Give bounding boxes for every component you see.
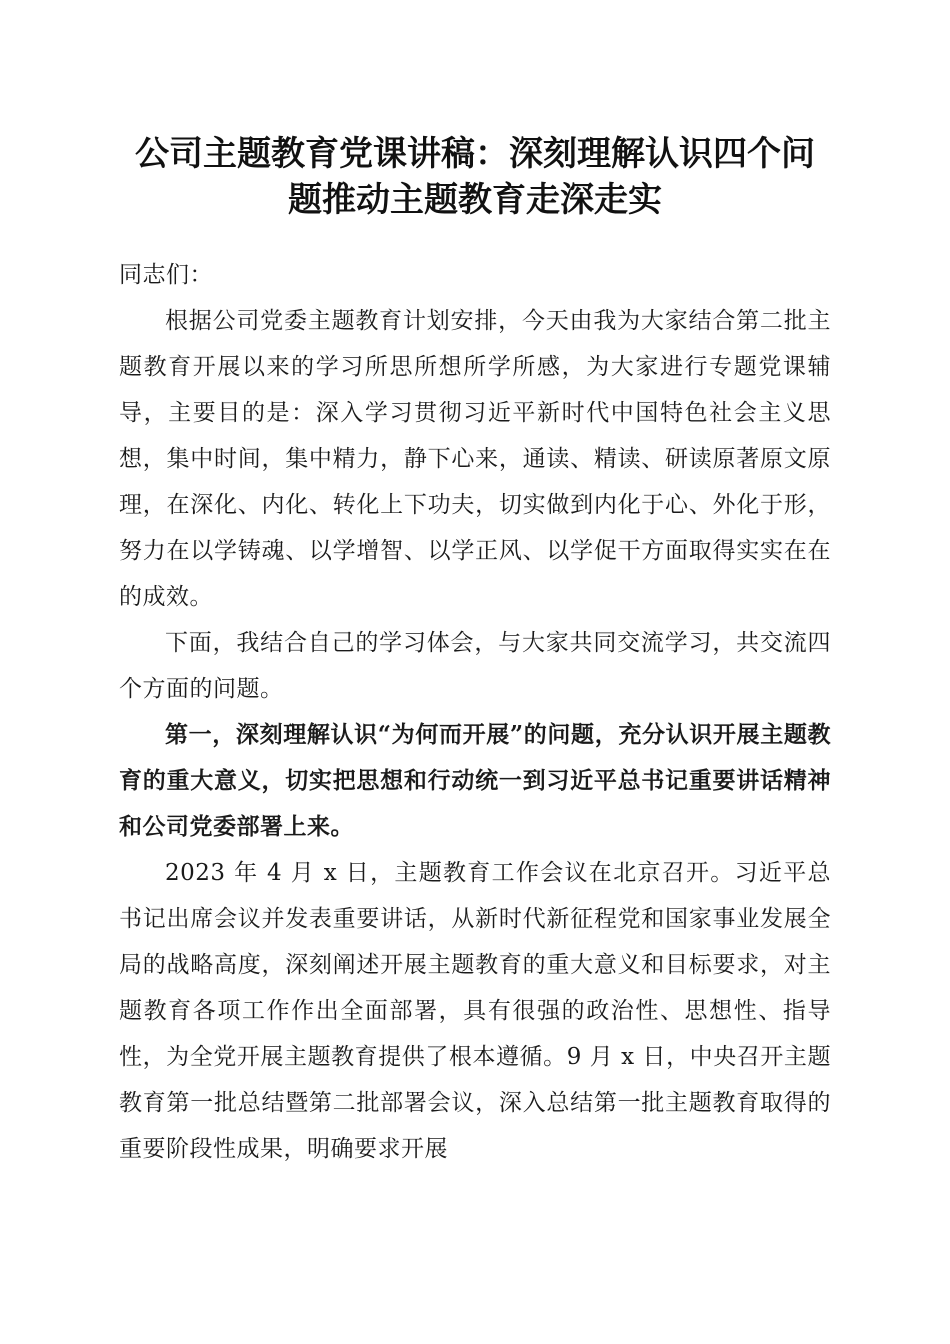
document-body — [119, 252, 831, 1172]
document-title — [100, 131, 850, 223]
salutation: 同志们： — [119, 262, 213, 288]
title-line-2: 题推动主题教育走深走实 — [288, 180, 662, 220]
title-line-1: 公司主题教育党课讲稿：深刻理解认识四个问 — [135, 134, 815, 174]
paragraph-body: 2023 年 4 月 x 日，主题教育工作会议在北京召开。习近平总书记出席会议并发表重要讲话，从新时代新征程党和国家事业发展全局的战略高度，深刻阐述开展主题教育的重大意义和目标要求，对主题教育各项工作作出全面部署，具有很强的政治性、思想性、指导性，为全党开展主题教育提供了根本遵循。9 月 x 日，中央召开主题教育第一批总结暨第二批部署会议，深入总结第一批主题教育取得的重要阶段性成果，明确要求开展 — [119, 860, 831, 1162]
paragraph-overview: 下面，我结合自己的学习体会，与大家共同交流学习，共交流四个方面的问题。 — [119, 630, 831, 702]
paragraph-intro: 根据公司党委主题教育计划安排，今天由我为大家结合第二批主题教育开展以来的学习所思所想所学所感，为大家进行专题党课辅导，主要目的是：深入学习贯彻习近平新时代中国特色社会主义思想，集中时间，集中精力，静下心来，通读、精读、研读原著原文原理，在深化、内化、转化上下功夫，切实做到内化于心、外化于形，努力在以学铸魂、以学增智、以学正风、以学促干方面取得实实在在的成效。 — [119, 308, 831, 610]
paragraph-section-heading: 第一，深刻理解认识“为何而开展”的问题，充分认识开展主题教育的重大意义，切实把思想和行动统一到习近平总书记重要讲话精神和公司党委部署上来。 — [119, 721, 831, 840]
